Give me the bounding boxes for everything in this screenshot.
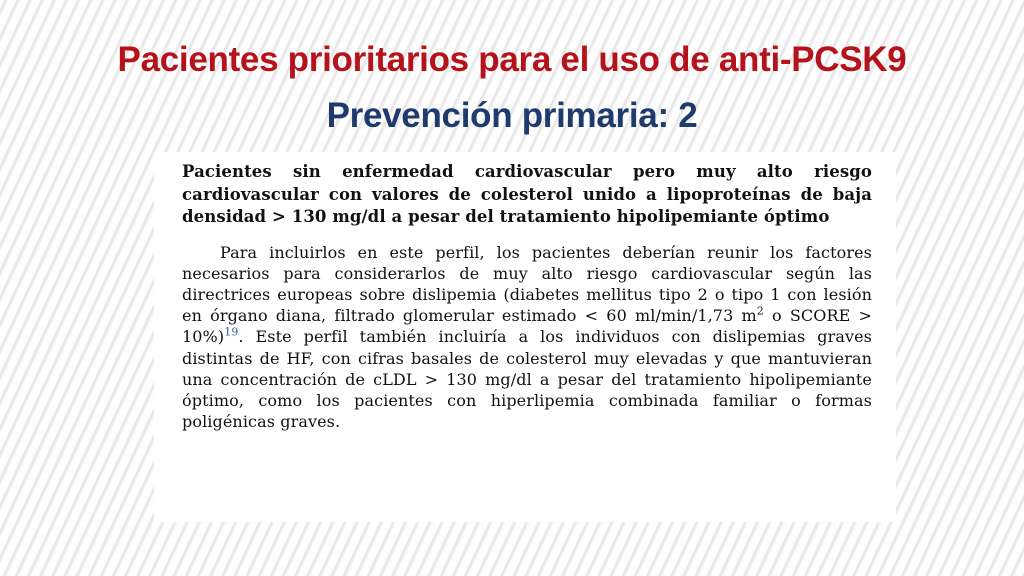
paragraph-text-1: Para incluirlos en este perfil, los pacientes deberían reunir los factores necesarios para considerarlos de muy alto riesgo cardiovascular según las directrices europeas sobre dislipemia (diabetes mellitus tipo 2 o tipo 1 con lesión en órgano diana, filtrado glomerular estimado < 60 ml/min/1,73 m <box>182 242 872 326</box>
excerpt-paragraph <box>182 242 872 433</box>
excerpt-heading: Pacientes sin enfermedad cardiovascular pero muy alto riesgo cardiovascular con valores de colesterol unido a lipoproteínas de baja densidad > 130 mg/dl a pesar del tratamiento hipolipemiante óptimo <box>182 162 872 226</box>
squared-superscript: 2 <box>756 304 764 318</box>
citation-reference[interactable]: 19 <box>224 325 239 339</box>
paragraph-text-2: o SCORE > 10%) <box>182 306 872 347</box>
paragraph-text-3: . Este perfil también incluiría a los individuos con dislipemias graves distintas de HF, con cifras basales de colesterol muy elevadas y que mantuvieran una concentración de cLDL > 130 mg/dl a pesar del tratamiento hipolipemiante óptimo, como los pacientes con hiperlipemia combinada familiar o formas poligénicas graves. <box>182 327 872 432</box>
slide-subtitle: Prevención primaria: 2 <box>326 96 698 135</box>
document-excerpt <box>154 152 896 522</box>
slide-title: Pacientes prioritarios para el uso de anti-PCSK9 <box>117 40 907 79</box>
